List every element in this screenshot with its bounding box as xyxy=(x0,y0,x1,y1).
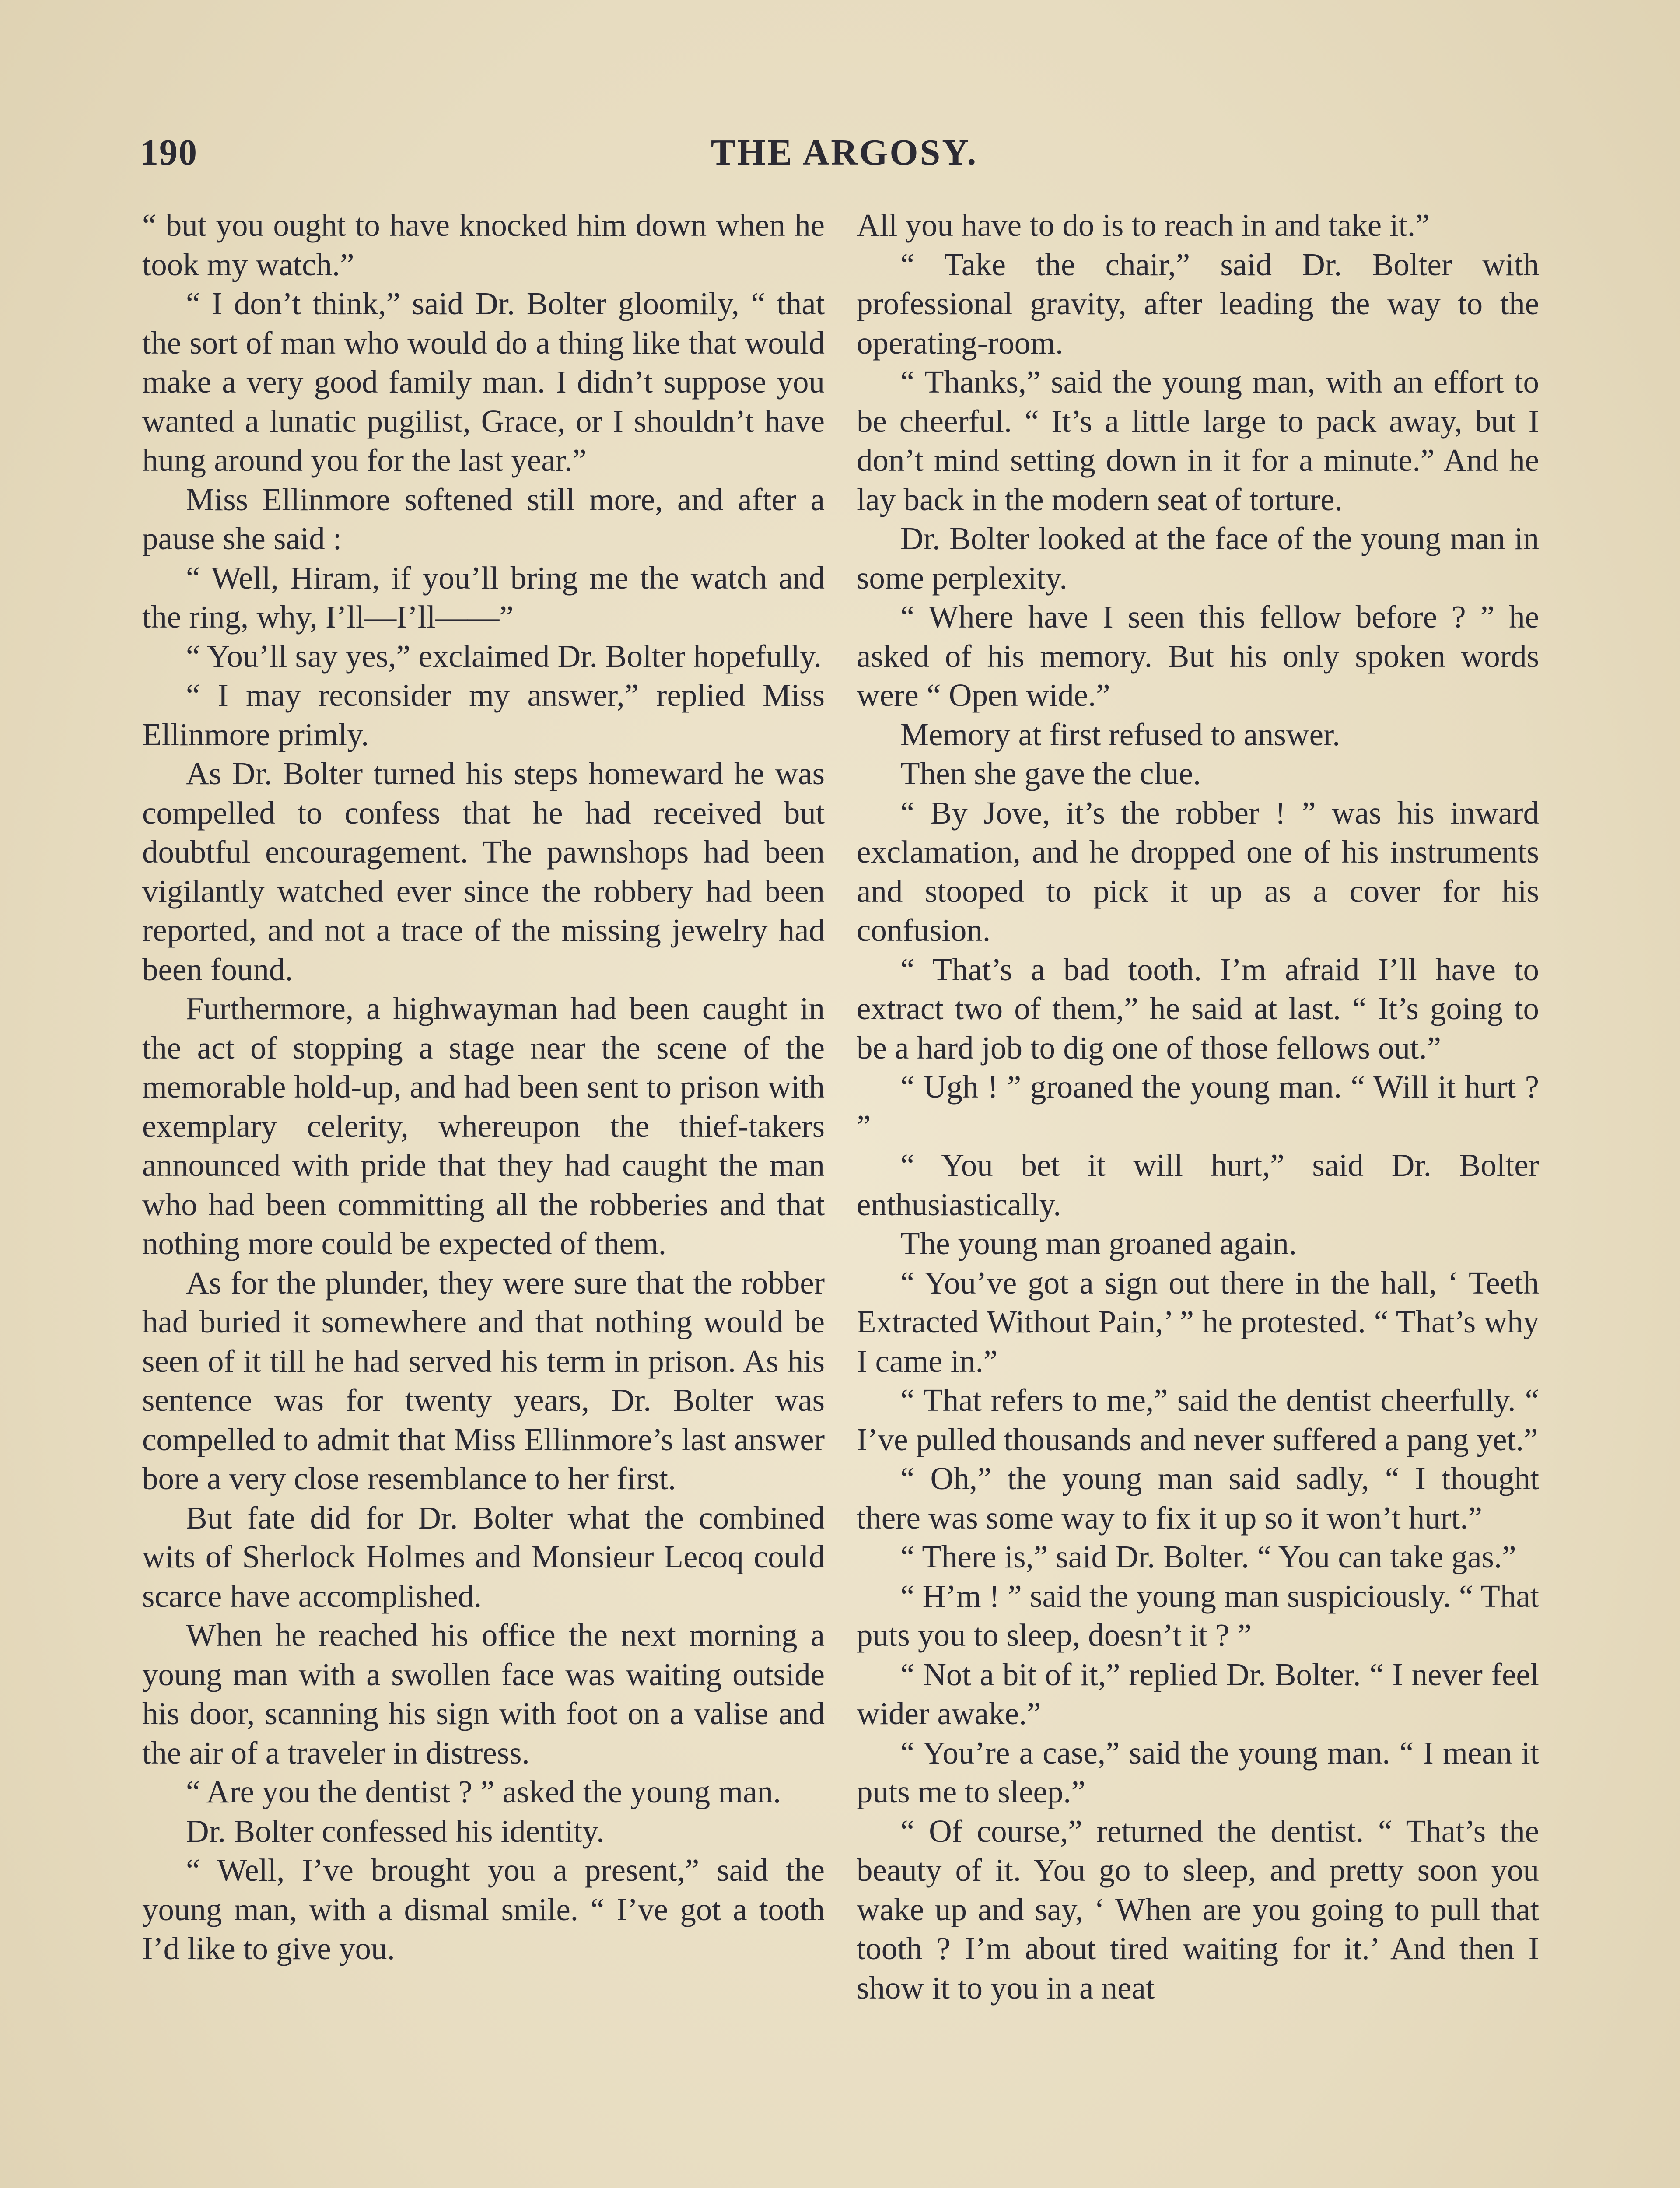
paragraph: As Dr. Bolter turned his steps homeward he was compelled to confess that he had received but doubtful encouragement. The pawnshops had been vigilantly watched ever since the robbery had been reported, and not a trace of the missing jewelry had been found. xyxy=(142,756,825,987)
paragraph: “ That refers to me,” said the dentist cheerfully. “ I’ve pulled thousands and never suffered a pang yet.” xyxy=(857,1382,1539,1457)
paragraph: “ Oh,” the young man said sadly, “ I thought there was some way to fix it up so it won’t hurt.” xyxy=(857,1461,1539,1536)
paragraph: Dr. Bolter looked at the face of the young man in some perplexity. xyxy=(857,521,1539,596)
paragraph: “ Take the chair,” said Dr. Bolter with professional gravity, after leading the way to the operating-room. xyxy=(857,246,1539,361)
paragraph: Furthermore, a highwayman had been caught in the act of stopping a stage near the scene of the memorable hold-up, and had been sent to prison with exemplary celerity, whereupon the thief-takers announced with pride that they had caught the man who had been committing all the robberies and that nothing more could be expected of them. xyxy=(142,991,825,1261)
paragraph: “ By Jove, it’s the robber ! ” was his inward exclamation, and he dropped one of his instruments and stooped to pick it up as a cover for his confusion. xyxy=(857,795,1539,948)
right-column xyxy=(857,206,1539,2188)
paragraph: Miss Ellinmore softened still more, and after a pause she said : xyxy=(142,481,825,556)
paragraph: “ but you ought to have knocked him down when he took my watch.” xyxy=(142,207,825,282)
paragraph: “ Not a bit of it,” replied Dr. Bolter. “ I never feel wider awake.” xyxy=(857,1656,1539,1731)
paragraph: Dr. Bolter confessed his identity. xyxy=(186,1813,605,1849)
paragraph: “ Well, Hiram, if you’ll bring me the watch and the ring, why, I’ll—I’ll——” xyxy=(142,560,825,635)
running-head: THE ARGOSY. xyxy=(710,132,978,173)
paragraph: All you have to do is to reach in and take it.” xyxy=(857,207,1430,243)
paragraph: “ I may reconsider my answer,” replied Miss Ellinmore primly. xyxy=(142,677,825,752)
paragraph: But fate did for Dr. Bolter what the combined wits of Sherlock Holmes and Monsieur Lecoq could scarce have accomplished. xyxy=(142,1500,825,1614)
left-column xyxy=(142,206,825,2188)
paragraph: “ I don’t think,” said Dr. Bolter gloomily, “ that the sort of man who would do a thing like that would make a very good family man. I didn’t suppose you wanted a lunatic pugilist, Grace, or I shouldn’t have hung around you for the last year.” xyxy=(142,286,825,478)
paragraph: “ You’re a case,” said the young man. “ I mean it puts me to sleep.” xyxy=(857,1735,1539,1809)
paragraph: Then she gave the clue. xyxy=(900,756,1201,791)
paragraph: “ Well, I’ve brought you a present,” said the young man, with a dismal smile. “ I’ve got a tooth I’d like to give you. xyxy=(142,1852,825,1966)
paragraph: “ You’ve got a sign out there in the hall, ‘ Teeth Extracted Without Pain,’ ” he protested. “ That’s why I came in.” xyxy=(857,1265,1539,1379)
paragraph: “ Are you the dentist ? ” asked the young man. xyxy=(186,1774,781,1809)
page-header xyxy=(140,131,1549,179)
paragraph: “ There is,” said Dr. Bolter. “ You can take gas.” xyxy=(900,1539,1516,1574)
paragraph: “ Where have I seen this fellow before ? ” he asked of his memory. But his only spoken words were “ Open wide.” xyxy=(857,599,1539,713)
paragraph: “ Thanks,” said the young man, with an effort to be cheerful. “ It’s a little large to pack away, but I don’t mind setting down in it for a minute.” And he lay back in the modern seat of torture. xyxy=(857,364,1539,517)
paragraph: “ Of course,” returned the dentist. “ That’s the beauty of it. You go to sleep, and pretty soon you wake up and say, ‘ When are you going to pull that tooth ? I’m about tired waiting for it.’ And then I show it to you in a neat xyxy=(857,1813,1539,2006)
paragraph: Memory at first refused to answer. xyxy=(900,716,1340,752)
paragraph: The young man groaned again. xyxy=(900,1226,1297,1261)
page-number: 190 xyxy=(140,132,198,173)
paragraph: “ H’m ! ” said the young man suspiciously. “ That puts you to sleep, doesn’t it ? ” xyxy=(857,1578,1539,1653)
paragraph: “ You bet it will hurt,” said Dr. Bolter enthusiastically. xyxy=(857,1147,1539,1222)
paragraph: When he reached his office the next morning a young man with a swollen face was waiting outside his door, scanning his sign with foot on a valise and the air of a traveler in distress. xyxy=(142,1617,825,1771)
paragraph: “ You’ll say yes,” exclaimed Dr. Bolter hopefully. xyxy=(186,638,822,674)
paragraph: As for the plunder, they were sure that the robber had buried it somewhere and that nothing would be seen of it till he had served his term in prison. As his sentence was for twenty years, Dr. Bolter was compelled to admit that Miss Ellinmore’s last answer bore a very close resemblance to her first. xyxy=(142,1265,825,1496)
paragraph: “ That’s a bad tooth. I’m afraid I’ll have to extract two of them,” he said at last. “ It’s going to be a hard job to dig one of those fellows out.” xyxy=(857,951,1539,1066)
paragraph: “ Ugh ! ” groaned the young man. “ Will it hurt ? ” xyxy=(857,1069,1539,1144)
